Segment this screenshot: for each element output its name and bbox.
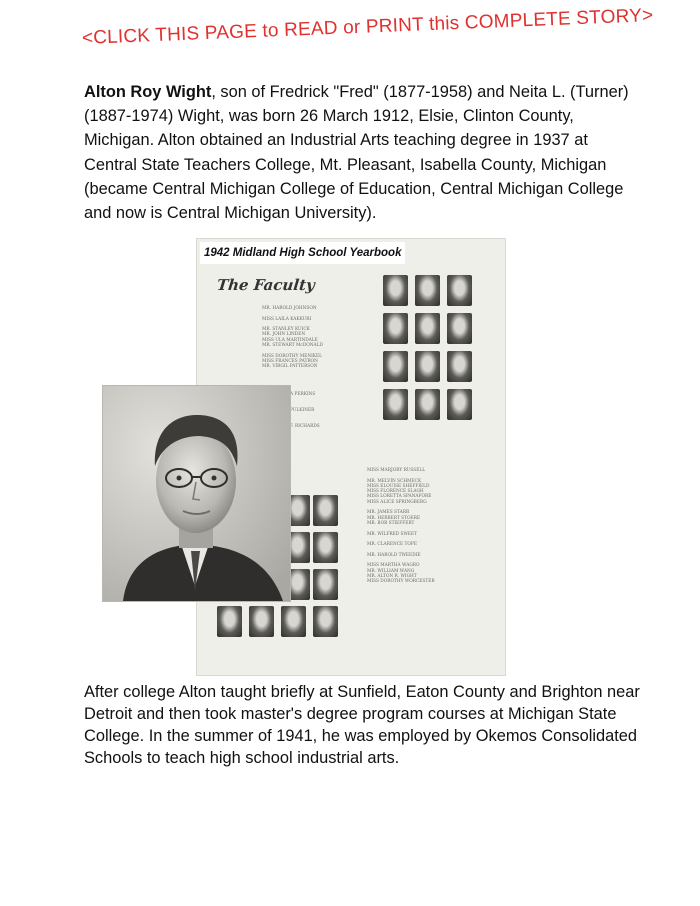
outro-paragraph: After college Alton taught briefly at Sunfield, Eaton County and Brighton near Detroit and then took master's degree program courses at Michigan State College. In the summer of 1941, he was employed by Okemos Consolidated Schools to teach high school industrial arts. [84,683,640,767]
faculty-photo [249,606,274,637]
faculty-photo [447,351,472,382]
faculty-heading: The Faculty [216,276,316,294]
faculty-name: F. RICHARDS [290,423,320,429]
faculty-photo [281,606,306,637]
faculty-name: MISS MARTHA WAGRO [367,563,420,569]
faculty-name: MR. VIRGIL PATTERSON [262,364,318,370]
faculty-photo [217,606,242,637]
faculty-name: MISS ELOUISE SHEFFIELD [367,483,430,489]
intro-paragraph [84,80,644,225]
complete-story-link[interactable]: <CLICK THIS PAGE to READ or PRINT this COMPLETE STORY> [81,5,654,49]
faculty-name: MR. JAMES STARR [367,510,410,516]
portrait-illustration [103,386,290,601]
faculty-photo [313,569,338,600]
intro-text: , son of Fredrick "Fred" (1877-1958) and Neita L. (Turner) (1887-1974) Wight, was born 26 March 1912, Elsie, Clinton County, Michigan. Alton obtained an Industrial Arts teaching degree in 1937 at Central State Teachers College, Mt. Pleasant, Isabella County, Michigan (became Central Michigan College of Education, Central Michigan College and now is Central Michigan University). [84,83,629,223]
faculty-photo [447,389,472,420]
subject-name: Alton Roy Wight [84,83,212,101]
faculty-photo [415,351,440,382]
faculty-name: MR. STANLEY KUICK [262,327,310,333]
faculty-name: MISS LAILA KAKKURI [262,316,312,322]
faculty-photo [383,351,408,382]
faculty-name: MR. JOHN LINDEN [262,332,306,338]
faculty-names-mid [290,392,320,429]
faculty-name: PULKINER [290,407,315,413]
faculty-photo [313,532,338,563]
faculty-photo [447,313,472,344]
faculty-name: MISS ALICE SPRINGBERG [367,499,427,505]
faculty-photo [313,606,338,637]
faculty-name: MISS DOROTHY WORCESTER [367,579,435,585]
faculty-photo [383,389,408,420]
faculty-photo [415,313,440,344]
faculty-photo [415,389,440,420]
faculty-name: MR. HAROLD JOHNSON [262,306,317,311]
faculty-name: MISS ULA MARTINDALE [262,337,318,343]
alton-wight-portrait [103,386,290,601]
faculty-name: MR. CLARENCE TOPE [367,542,417,548]
faculty-name: MR. HERBERT STOERE [367,515,421,521]
faculty-name: MR. WILLIAM WANG [367,568,415,574]
faculty-name: MISS MARJORY RUSSELL [367,468,426,473]
faculty-name: MR. WILFRED SWEET [367,531,417,537]
faculty-name: MR. BOB STIEFFERT [367,520,415,526]
faculty-photo [415,275,440,306]
faculty-photo [383,313,408,344]
faculty-photo [447,275,472,306]
faculty-name: MR. ALTON R. WIGHT [367,573,417,579]
faculty-name: MR. MELVIN SCHMECK [367,478,422,484]
faculty-name: MISS LORETTA SPANAFORE [367,494,432,500]
faculty-photo [383,275,408,306]
faculty-photo [313,495,338,526]
faculty-names-top [262,306,323,370]
yearbook-caption: 1942 Midland High School Yearbook [200,242,405,264]
faculty-name: MR. STEWART McDONALD [262,343,323,349]
faculty-names-bottom [367,468,435,585]
faculty-name: MR. HAROLD TWEEDIE [367,552,421,558]
faculty-name: MISS DOROTHY MENIKEL [262,353,323,359]
faculty-name: A PERKINS [290,392,316,397]
faculty-name: MISS FLORENCE SLAGH [367,489,424,495]
faculty-name: MISS FRANCES PATRON [262,358,318,364]
